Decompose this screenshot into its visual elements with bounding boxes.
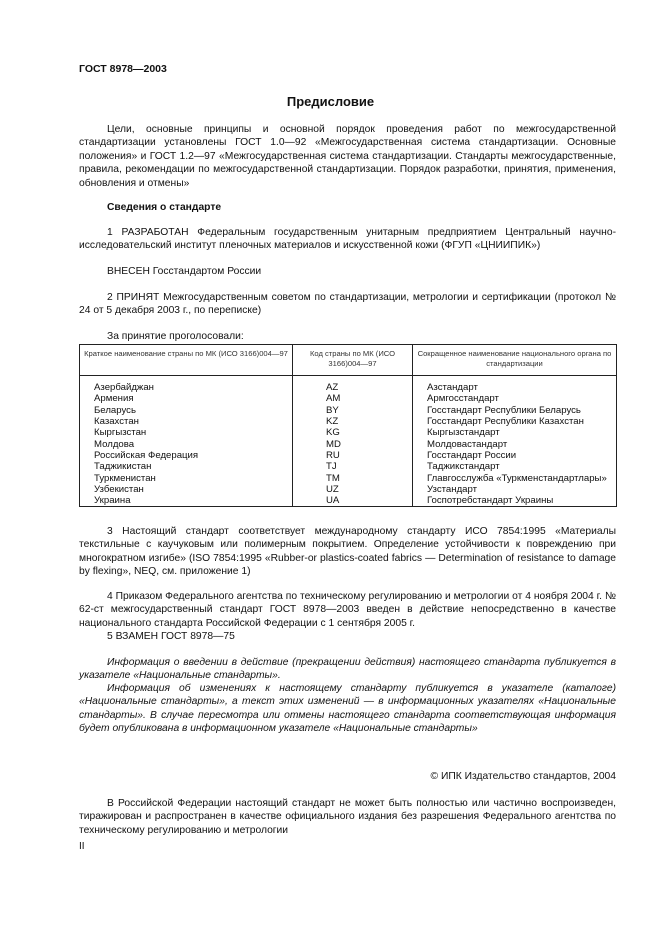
country-cell: Беларусь	[80, 405, 293, 416]
column-header-country: Краткое наименование страны по МК (ИСО 3166)004—97	[80, 345, 293, 376]
country-cell: Кыргызстан	[80, 427, 293, 438]
code-cell: RU	[293, 450, 413, 461]
country-cell: Молдова	[80, 439, 293, 450]
info-introduction: Информация о введении в действие (прекращении действия) настоящего стандарта публикуется в указателе «Национальные стандарты».	[79, 657, 616, 682]
item-4-order: 4 Приказом Федерального агентства по техническому регулированию и метрологии от 4 ноября 2004 г. № 62-ст межгосударственный стандарт ГОСТ 8978—2003 введен в действие непосредственно в качестве национального стандарта Российской Федерации с 1 сентября 2005 г.	[79, 591, 616, 629]
table-row	[80, 427, 617, 438]
table-row	[80, 393, 617, 404]
country-cell: Армения	[80, 393, 293, 404]
table-row	[80, 405, 617, 416]
voted-label: За принятие проголосовали:	[107, 331, 244, 342]
code-cell: BY	[293, 405, 413, 416]
body-cell: Молдовастандарт	[413, 439, 617, 450]
page-number: II	[79, 841, 85, 852]
info-changes: Информация об изменениях к настоящему стандарту публикуется в указателе (каталоге) «Национальные стандарты», а текст этих изменений — в информационных указателях «Национальные стандарты». В случае пересмотра или отмены настоящего стандарта соответствующая информация будет опубликована в информационном указателе «Национальные стандарты»	[79, 683, 616, 735]
body-cell: Азстандарт	[413, 376, 617, 394]
reproduction-notice: В Российской Федерации настоящий стандарт не может быть полностью или частично воспроизведен, тиражирован и распространен в качестве официального издания без разрешения Федерального агентства по техническому регулированию и метрологии	[79, 798, 616, 836]
code-cell: TJ	[293, 461, 413, 472]
country-cell: Туркменистан	[80, 473, 293, 484]
country-cell: Казахстан	[80, 416, 293, 427]
table-row	[80, 416, 617, 427]
column-header-body: Сокращенное наименование национального органа по стандартизации	[413, 345, 617, 376]
body-cell: Армгосстандарт	[413, 393, 617, 404]
code-cell: UZ	[293, 484, 413, 495]
body-cell: Госстандарт Республики Беларусь	[413, 405, 617, 416]
table-row	[80, 376, 617, 394]
table-row	[80, 439, 617, 450]
table-header-row	[80, 345, 617, 376]
item-1-developed: 1 РАЗРАБОТАН Федеральным государственным унитарным предприятием Центральный научно-исследовательский институт пленочных материалов и искусственной кожи (ФГУП «ЦНИИПИК»)	[79, 227, 616, 252]
body-cell: Таджикстандарт	[413, 461, 617, 472]
item-3-correspondence: 3 Настоящий стандарт соответствует международному стандарту ИСО 7854:1995 «Материалы текстильные с каучуковым или полимерным покрытием. Определение устойчивости к повреждению при многократном изгибе» (ISO 7854:1995 «Rubber-or plastics-coated fabrics — Determination of resistance to damage by flexing», NEQ, см. приложение 1)	[79, 526, 616, 578]
body-cell: Узстандарт	[413, 484, 617, 495]
country-cell: Российская Федерация	[80, 450, 293, 461]
code-cell: UA	[293, 495, 413, 507]
introduced-by: ВНЕСЕН Госстандартом России	[107, 266, 262, 277]
code-cell: AZ	[293, 376, 413, 394]
page-title: Предисловие	[286, 94, 375, 109]
document-header: ГОСТ 8978—2003	[79, 63, 167, 75]
country-cell: Украина	[80, 495, 293, 507]
table-row	[80, 473, 617, 484]
body-cell: Кыргызстандарт	[413, 427, 617, 438]
code-cell: MD	[293, 439, 413, 450]
section-heading: Сведения о стандарте	[107, 202, 222, 213]
table-row	[80, 484, 617, 495]
country-cell: Узбекистан	[80, 484, 293, 495]
country-cell: Таджикистан	[80, 461, 293, 472]
body-cell: Главгосслужба «Туркменстандартлары»	[413, 473, 617, 484]
table-row	[80, 461, 617, 472]
body-cell: Госпотребстандарт Украины	[413, 495, 617, 507]
code-cell: KG	[293, 427, 413, 438]
column-header-code: Код страны по МК (ИСО 3166)004—97	[293, 345, 413, 376]
intro-paragraph: Цели, основные принципы и основной порядок проведения работ по межгосударственной стандартизации установлены ГОСТ 1.0—92 «Межгосударственная система стандартизации. Основные положения» и ГОСТ 1.2—97 «Межгосударственная система стандартизации. Стандарты межгосударственные, правила, рекомендации по межгосударственной стандартизации. Порядок разработки, принятия, применения, обновления и отмены»	[79, 124, 616, 189]
table-row	[80, 450, 617, 461]
country-cell: Азербайджан	[80, 376, 293, 394]
voting-table	[79, 344, 617, 507]
item-2-adopted: 2 ПРИНЯТ Межгосударственным советом по стандартизации, метрологии и сертификации (протокол № 24 от 5 декабря 2003 г., по переписке)	[79, 292, 616, 317]
item-5-replaces: 5 ВЗАМЕН ГОСТ 8978—75	[107, 631, 235, 642]
code-cell: TM	[293, 473, 413, 484]
table-row	[80, 495, 617, 507]
code-cell: AM	[293, 393, 413, 404]
copyright: © ИПК Издательство стандартов, 2004	[430, 771, 616, 782]
code-cell: KZ	[293, 416, 413, 427]
body-cell: Госстандарт России	[413, 450, 617, 461]
body-cell: Госстандарт Республики Казахстан	[413, 416, 617, 427]
